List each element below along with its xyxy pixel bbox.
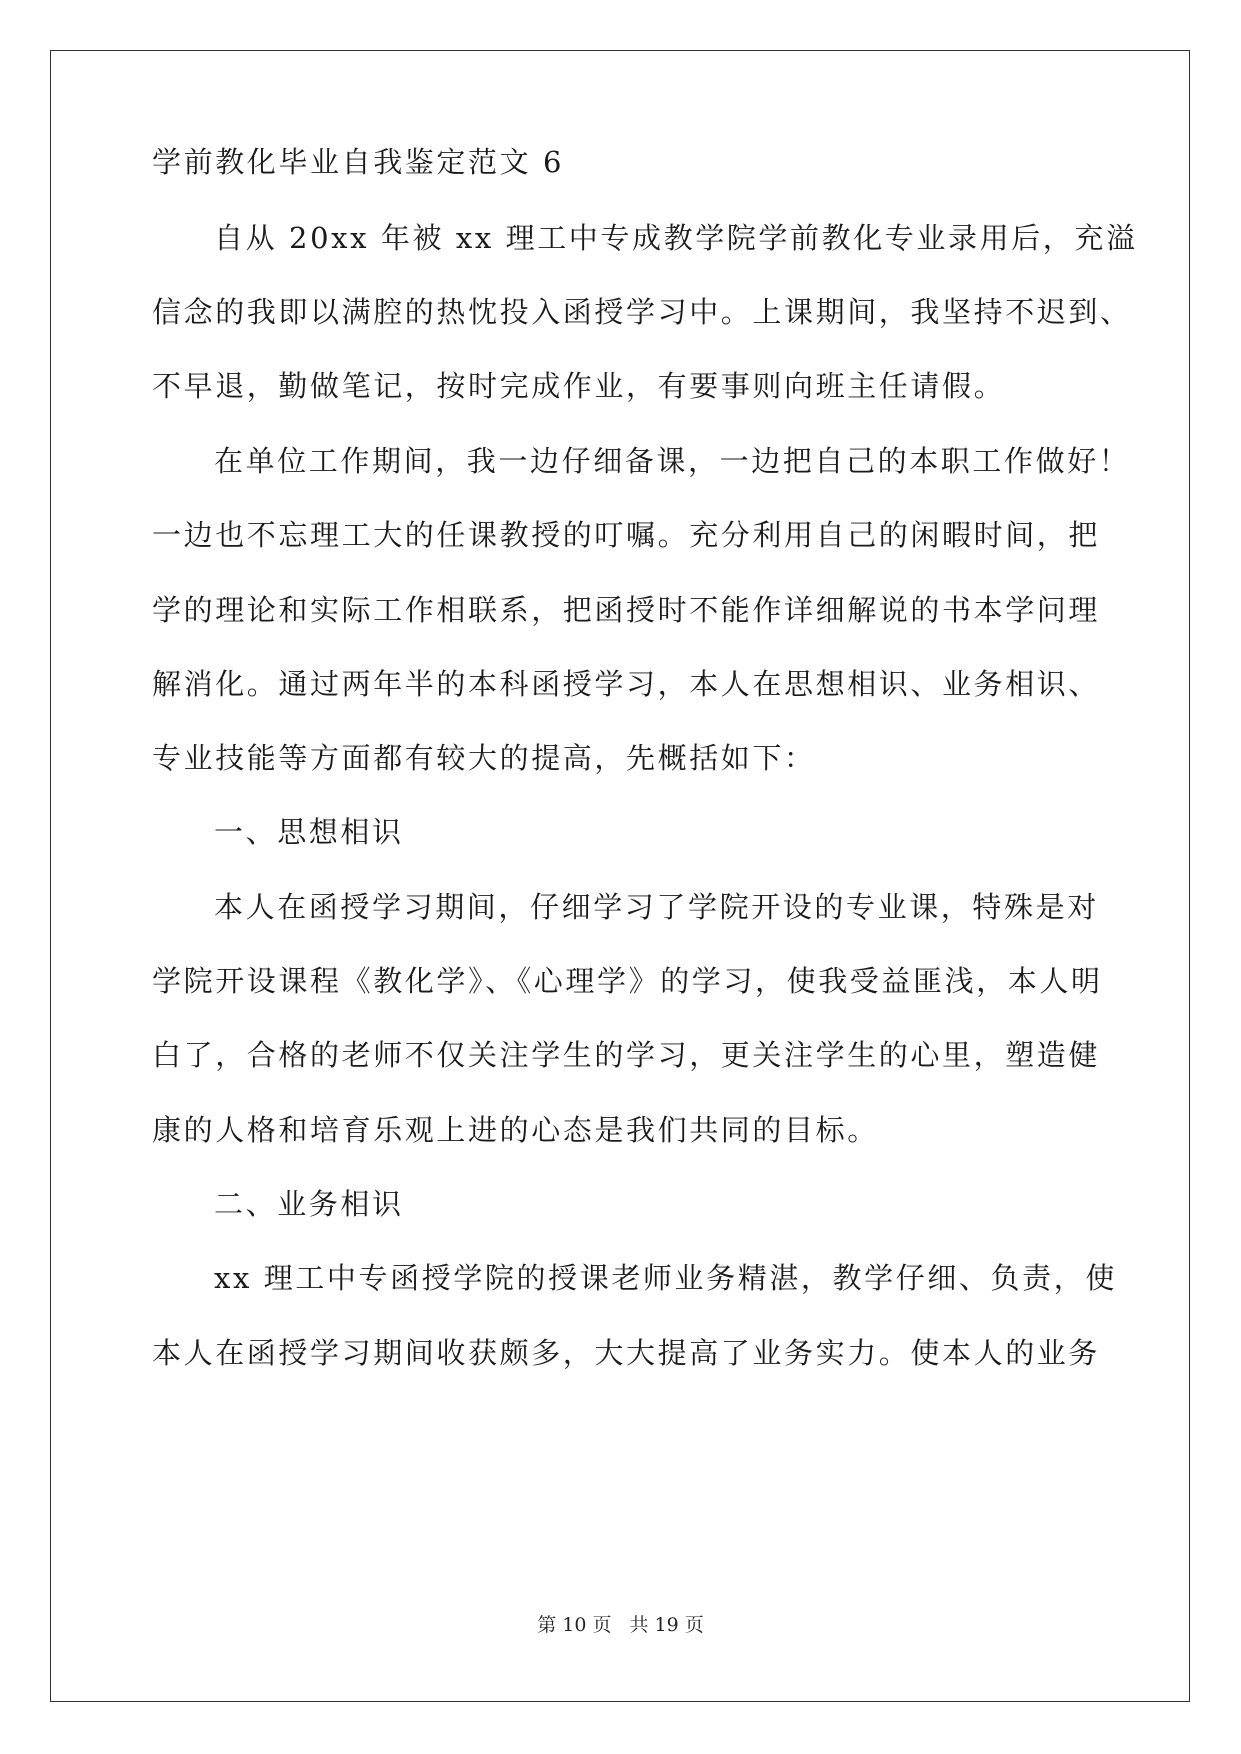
section-heading: 一、思想相识 [214, 815, 404, 849]
page-total: 共 19 页 [629, 1614, 704, 1636]
paragraph-line: 信念的我即以满腔的热忱投入函授学习中。上课期间，我坚持不迟到、 [152, 295, 1132, 329]
paragraph-line: 在单位工作期间，我一边仔细备课，一边把自己的本职工作做好！ [214, 444, 1131, 478]
paragraph-line: 专业技能等方面都有较大的提高，先概括如下： [152, 741, 816, 775]
paragraph-line: 本人在函授学习期间收获颇多，大大提高了业务实力。使本人的业务 [152, 1336, 1101, 1370]
page-number: 第 10 页 [537, 1614, 612, 1636]
paragraph-line: 解消化。通过两年半的本科函授学习，本人在思想相识、业务相识、 [152, 667, 1101, 701]
paragraph-line: 学的理论和实际工作相联系，把函授时不能作详细解说的书本学问理 [152, 593, 1101, 627]
paragraph-line: 不早退，勤做笔记，按时完成作业，有要事则向班主任请假。 [152, 369, 1006, 403]
document-title: 学前教化毕业自我鉴定范文 6 [152, 145, 565, 179]
paragraph-line: 本人在函授学习期间，仔细学习了学院开设的专业课，特殊是对 [214, 890, 1099, 924]
paragraph-line: 一边也不忘理工大的任课教授的叮嘱。充分利用自己的闲暇时间，把 [152, 518, 1101, 552]
paragraph-line: 学院开设课程《教化学》、《心理学》的学习，使我受益匪浅，本人明 [152, 964, 1103, 998]
section-heading: 二、业务相识 [214, 1187, 404, 1221]
paragraph-line: 自从 20xx 年被 xx 理工中专成教学院学前教化专业录用后，充溢 [214, 221, 1138, 255]
paragraph-line: 白了，合格的老师不仅关注学生的学习，更关注学生的心里，塑造健 [152, 1038, 1101, 1072]
paragraph-line: xx 理工中专函授学院的授课老师业务精湛，教学仔细、负责，使 [214, 1261, 1117, 1295]
paragraph-line: 康的人格和培育乐观上进的心态是我们共同的目标。 [152, 1113, 879, 1147]
page-footer [0, 1613, 1241, 1637]
